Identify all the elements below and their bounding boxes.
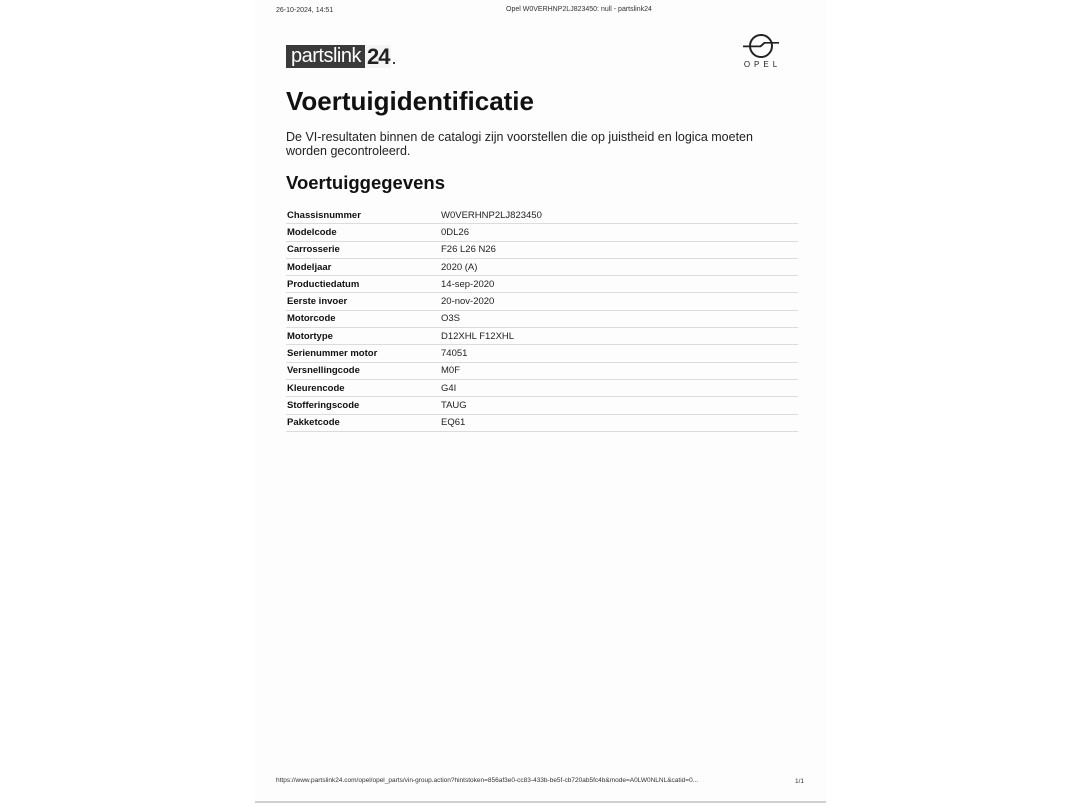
logo-text: partslink — [286, 45, 365, 68]
table-row — [286, 414, 798, 431]
row-label: Eerste invoer — [286, 293, 441, 310]
row-value: M0F — [441, 362, 798, 379]
logo-dot: . — [391, 48, 397, 68]
table-row — [286, 241, 798, 258]
table-row — [286, 379, 798, 396]
opel-blitz-icon — [741, 33, 781, 59]
intro-text: De VI-resultaten binnen de catalogi zijn voorstellen die op juistheid en logica moeten worden gecontroleerd. — [286, 130, 753, 158]
partslink24-logo — [286, 45, 414, 68]
footer-url: https://www.partslink24.com/opel/opel_parts/vin-group.action?hintstoken=856af3e0-cc83-433b-be5f-cb720ab5fc4b&mode=A0LW0NLNL&catid=0... — [276, 777, 699, 784]
print-doc-title: Opel W0VERHNP2LJ823450: null - partslink24 — [506, 6, 652, 13]
row-label: Stofferingscode — [286, 397, 441, 414]
row-value: TAUG — [441, 397, 798, 414]
table-row — [286, 362, 798, 379]
row-label: Motorcode — [286, 310, 441, 327]
table-row — [286, 310, 798, 327]
table-row — [286, 345, 798, 362]
row-value: 74051 — [441, 345, 798, 362]
row-label: Modelcode — [286, 224, 441, 241]
section-title: Voertuiggegevens — [286, 172, 446, 193]
row-value: O3S — [441, 310, 798, 327]
opel-brand-logo — [738, 33, 784, 73]
page-number: 1/1 — [795, 778, 805, 785]
print-datetime: 26-10-2024, 14:51 — [276, 7, 334, 14]
row-label: Productiedatum — [286, 276, 441, 293]
row-value: 14-sep-2020 — [441, 276, 798, 293]
row-value: 20-nov-2020 — [441, 293, 798, 310]
row-label: Kleurencode — [286, 379, 441, 396]
row-label: Motortype — [286, 328, 441, 345]
row-value: W0VERHNP2LJ823450 — [441, 207, 798, 224]
page-title: Voertuigidentificatie — [286, 86, 534, 116]
table-row — [286, 397, 798, 414]
row-label: Versnellingcode — [286, 362, 441, 379]
row-label: Pakketcode — [286, 414, 441, 431]
table-row — [286, 276, 798, 293]
row-value: EQ61 — [441, 414, 798, 431]
row-label: Modeljaar — [286, 258, 441, 275]
row-value: 2020 (A) — [441, 258, 798, 275]
table-row — [286, 293, 798, 310]
row-label: Serienummer motor — [286, 345, 441, 362]
table-row — [286, 258, 798, 275]
row-label: Chassisnummer — [286, 207, 441, 224]
row-label: Carrosserie — [286, 241, 441, 258]
table-row — [286, 224, 798, 241]
opel-wordmark: OPEL — [743, 60, 782, 69]
logo-number: 24 — [366, 44, 390, 69]
table-row — [286, 328, 798, 345]
table-row — [286, 207, 798, 224]
row-value: G4I — [441, 379, 798, 396]
row-value: 0DL26 — [441, 224, 798, 241]
row-value: F26 L26 N26 — [441, 241, 798, 258]
row-value: D12XHL F12XHL — [441, 328, 798, 345]
vehicle-data-table — [286, 207, 798, 432]
